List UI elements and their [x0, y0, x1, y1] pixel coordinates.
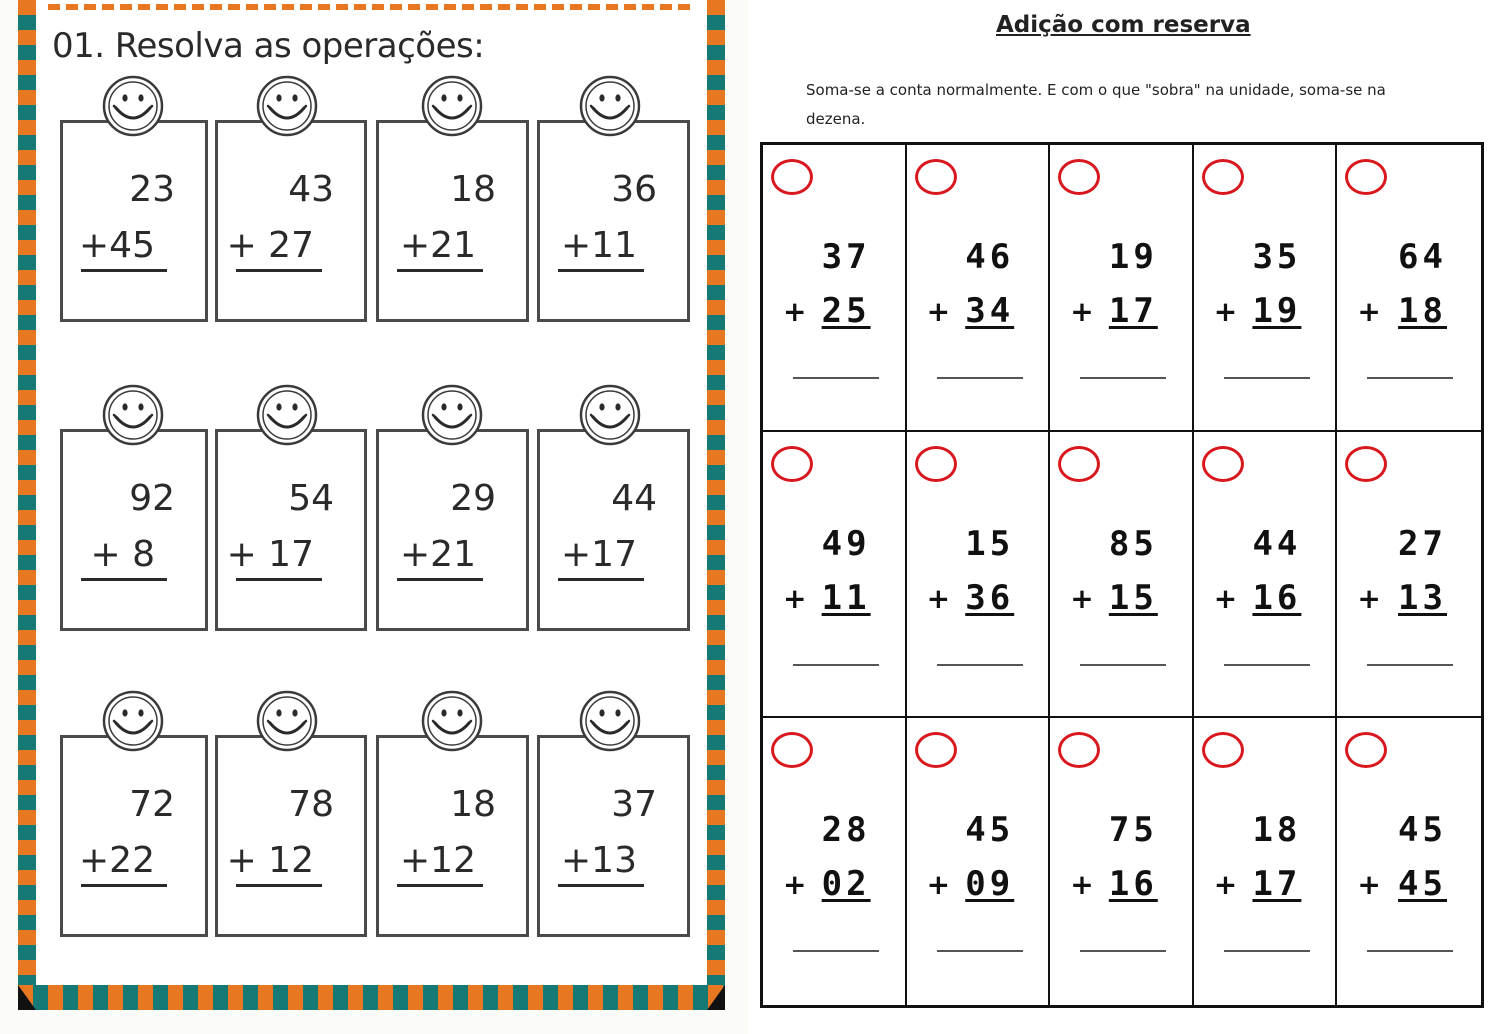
addend-bottom: 09 — [965, 864, 1015, 905]
addend-top: 37 — [821, 237, 871, 277]
sum-line — [397, 578, 483, 581]
plus-sign: + — [783, 868, 807, 902]
addend-top: 23 — [129, 169, 175, 210]
smiley-face-icon — [578, 689, 642, 753]
smiley-face-icon — [101, 689, 165, 753]
addend-top: 72 — [129, 784, 175, 825]
plus-sign: + — [1357, 581, 1381, 615]
problem-cell — [1337, 718, 1481, 1005]
sum-line — [81, 884, 167, 887]
answer-line[interactable] — [793, 950, 879, 952]
carry-circle[interactable] — [1058, 446, 1100, 482]
carry-circle[interactable] — [915, 732, 957, 768]
addend-bottom: + 27 — [226, 225, 314, 266]
addend-top: 45 — [1398, 810, 1447, 851]
problem-cell — [1194, 145, 1338, 432]
problem-card — [537, 735, 690, 937]
addend-top: 44 — [1252, 523, 1302, 564]
smiley-face-icon — [420, 689, 484, 753]
problem-card — [376, 429, 529, 631]
addend-bottom: 45 — [1398, 864, 1447, 905]
addend-top: 18 — [450, 784, 496, 825]
problem-card — [215, 120, 367, 322]
addend-top: 75 — [1108, 810, 1158, 851]
addend-top: 46 — [965, 237, 1015, 277]
problem-cell — [763, 718, 907, 1005]
answer-line[interactable] — [1367, 377, 1453, 379]
addend-bottom: 02 — [821, 864, 871, 905]
addend-bottom: + 17 — [226, 534, 314, 575]
plus-sign: + — [1213, 581, 1238, 615]
addend-bottom: 15 — [1108, 577, 1158, 618]
problem-cell — [1194, 718, 1338, 1005]
addend-top: 64 — [1398, 237, 1447, 277]
problem-card — [215, 429, 367, 631]
smiley-face-icon — [255, 74, 319, 138]
plus-sign: + — [1070, 581, 1094, 615]
addend-top: 37 — [611, 784, 657, 825]
sum-line — [558, 884, 644, 887]
addend-bottom: 19 — [1252, 291, 1302, 331]
worksheet-title: 01. Resolva as operações: — [52, 26, 485, 66]
addend-bottom: +17 — [561, 534, 637, 575]
addend-bottom: + 12 — [226, 840, 314, 881]
addend-top: 54 — [288, 478, 334, 519]
smiley-face-icon — [101, 383, 165, 447]
sum-line — [236, 884, 322, 887]
plus-sign: + — [783, 295, 807, 328]
carry-circle[interactable] — [915, 159, 957, 195]
carry-circle[interactable] — [771, 732, 813, 768]
carry-circle[interactable] — [1202, 446, 1244, 482]
answer-line[interactable] — [1224, 950, 1310, 952]
answer-line[interactable] — [937, 950, 1023, 952]
problem-cell — [1194, 432, 1338, 719]
answer-line[interactable] — [793, 664, 879, 666]
corner-triangle-left — [18, 985, 36, 1010]
plus-sign: + — [926, 868, 951, 902]
addend-bottom: 25 — [821, 291, 871, 331]
carry-circle[interactable] — [915, 446, 957, 482]
smiley-face-icon — [101, 74, 165, 138]
problem-cell — [907, 718, 1051, 1005]
plus-sign: + — [783, 581, 807, 615]
sum-line — [236, 269, 322, 272]
addend-bottom: 36 — [965, 577, 1015, 618]
plus-sign: + — [1070, 868, 1094, 902]
plus-sign: + — [926, 581, 951, 615]
addend-top: 85 — [1108, 523, 1158, 564]
addend-top: 35 — [1252, 237, 1302, 277]
smiley-face-icon — [420, 74, 484, 138]
answer-line[interactable] — [937, 377, 1023, 379]
plus-sign: + — [1357, 295, 1381, 328]
addend-bottom: +13 — [561, 840, 637, 881]
addend-bottom: 13 — [1398, 577, 1447, 618]
plus-sign: + — [1070, 295, 1094, 328]
problem-cell — [907, 145, 1051, 432]
carry-circle[interactable] — [1058, 732, 1100, 768]
addend-top: 18 — [450, 169, 496, 210]
problem-card — [537, 120, 690, 322]
problem-cell — [763, 432, 907, 719]
carry-circle[interactable] — [1202, 159, 1244, 195]
problem-card — [60, 429, 208, 631]
answer-line[interactable] — [1224, 664, 1310, 666]
problem-grid — [760, 142, 1484, 1008]
worksheet-instructions: Soma-se a conta normalmente. E com o que "sobra" na unidade, soma-se na dezena. — [806, 81, 1386, 128]
addend-top: 27 — [1398, 523, 1447, 564]
carry-circle[interactable] — [1202, 732, 1244, 768]
addend-top: 28 — [821, 810, 871, 851]
addend-bottom: 11 — [821, 577, 871, 618]
answer-line[interactable] — [1080, 664, 1166, 666]
addend-top: 49 — [821, 523, 871, 564]
addend-bottom: + 8 — [90, 534, 155, 575]
addend-top: 43 — [288, 169, 334, 210]
carry-circle[interactable] — [771, 446, 813, 482]
answer-line[interactable] — [1367, 950, 1453, 952]
bottom-border-stripe — [18, 985, 725, 1010]
problem-cell — [1050, 718, 1194, 1005]
answer-line[interactable] — [793, 377, 879, 379]
addend-top: 18 — [1252, 810, 1302, 851]
sum-line — [81, 578, 167, 581]
addend-bottom: +12 — [400, 840, 476, 881]
addend-bottom: 16 — [1108, 864, 1158, 905]
plus-sign: + — [1357, 868, 1381, 902]
carry-circle[interactable] — [1058, 159, 1100, 195]
addend-bottom: 17 — [1108, 291, 1158, 331]
answer-line[interactable] — [1080, 950, 1166, 952]
sum-line — [558, 578, 644, 581]
addend-bottom: +45 — [79, 225, 155, 266]
carry-circle[interactable] — [1345, 446, 1387, 482]
problem-card — [215, 735, 367, 937]
addend-bottom: +11 — [561, 225, 637, 266]
right-worksheet — [750, 0, 1499, 1034]
corner-triangle-right — [707, 985, 725, 1010]
addend-top: 29 — [450, 478, 496, 519]
problem-card — [537, 429, 690, 631]
problem-cell — [1337, 145, 1481, 432]
addend-bottom: 18 — [1398, 291, 1447, 331]
answer-line[interactable] — [937, 664, 1023, 666]
plus-sign: + — [1213, 295, 1238, 328]
addend-top: 36 — [611, 169, 657, 210]
addend-bottom: 34 — [965, 291, 1015, 331]
left-border-stripe — [18, 0, 36, 1010]
answer-line[interactable] — [1080, 377, 1166, 379]
answer-line[interactable] — [1224, 377, 1310, 379]
problem-cell — [763, 145, 907, 432]
smiley-face-icon — [578, 383, 642, 447]
sum-line — [397, 269, 483, 272]
smiley-face-icon — [578, 74, 642, 138]
carry-circle[interactable] — [771, 159, 813, 195]
top-dashed-border — [48, 4, 690, 10]
addend-top: 15 — [965, 523, 1015, 564]
smiley-face-icon — [255, 689, 319, 753]
sum-line — [558, 269, 644, 272]
addend-top: 92 — [129, 478, 175, 519]
worksheet-title: Adição com reserva — [996, 12, 1251, 38]
sum-line — [236, 578, 322, 581]
right-border-stripe — [707, 0, 725, 1010]
problem-card — [376, 735, 529, 937]
addend-bottom: 16 — [1252, 577, 1302, 618]
addend-top: 45 — [965, 810, 1015, 851]
carry-circle[interactable] — [1345, 159, 1387, 195]
problem-card — [60, 735, 208, 937]
addend-top: 78 — [288, 784, 334, 825]
smiley-face-icon — [420, 383, 484, 447]
plus-sign: + — [926, 295, 951, 328]
problem-cell — [1050, 432, 1194, 719]
problem-card — [376, 120, 529, 322]
problem-cell — [1337, 432, 1481, 719]
left-worksheet — [0, 0, 748, 1034]
addend-bottom: 17 — [1252, 864, 1302, 905]
addend-bottom: +21 — [400, 225, 476, 266]
problem-cell — [907, 432, 1051, 719]
sum-line — [397, 884, 483, 887]
problem-cell — [1050, 145, 1194, 432]
smiley-face-icon — [255, 383, 319, 447]
sum-line — [81, 269, 167, 272]
addend-top: 19 — [1108, 237, 1158, 277]
plus-sign: + — [1213, 868, 1238, 902]
addend-bottom: +21 — [400, 534, 476, 575]
carry-circle[interactable] — [1345, 732, 1387, 768]
answer-line[interactable] — [1367, 664, 1453, 666]
problem-card — [60, 120, 208, 322]
addend-bottom: +22 — [79, 840, 155, 881]
addend-top: 44 — [611, 478, 657, 519]
